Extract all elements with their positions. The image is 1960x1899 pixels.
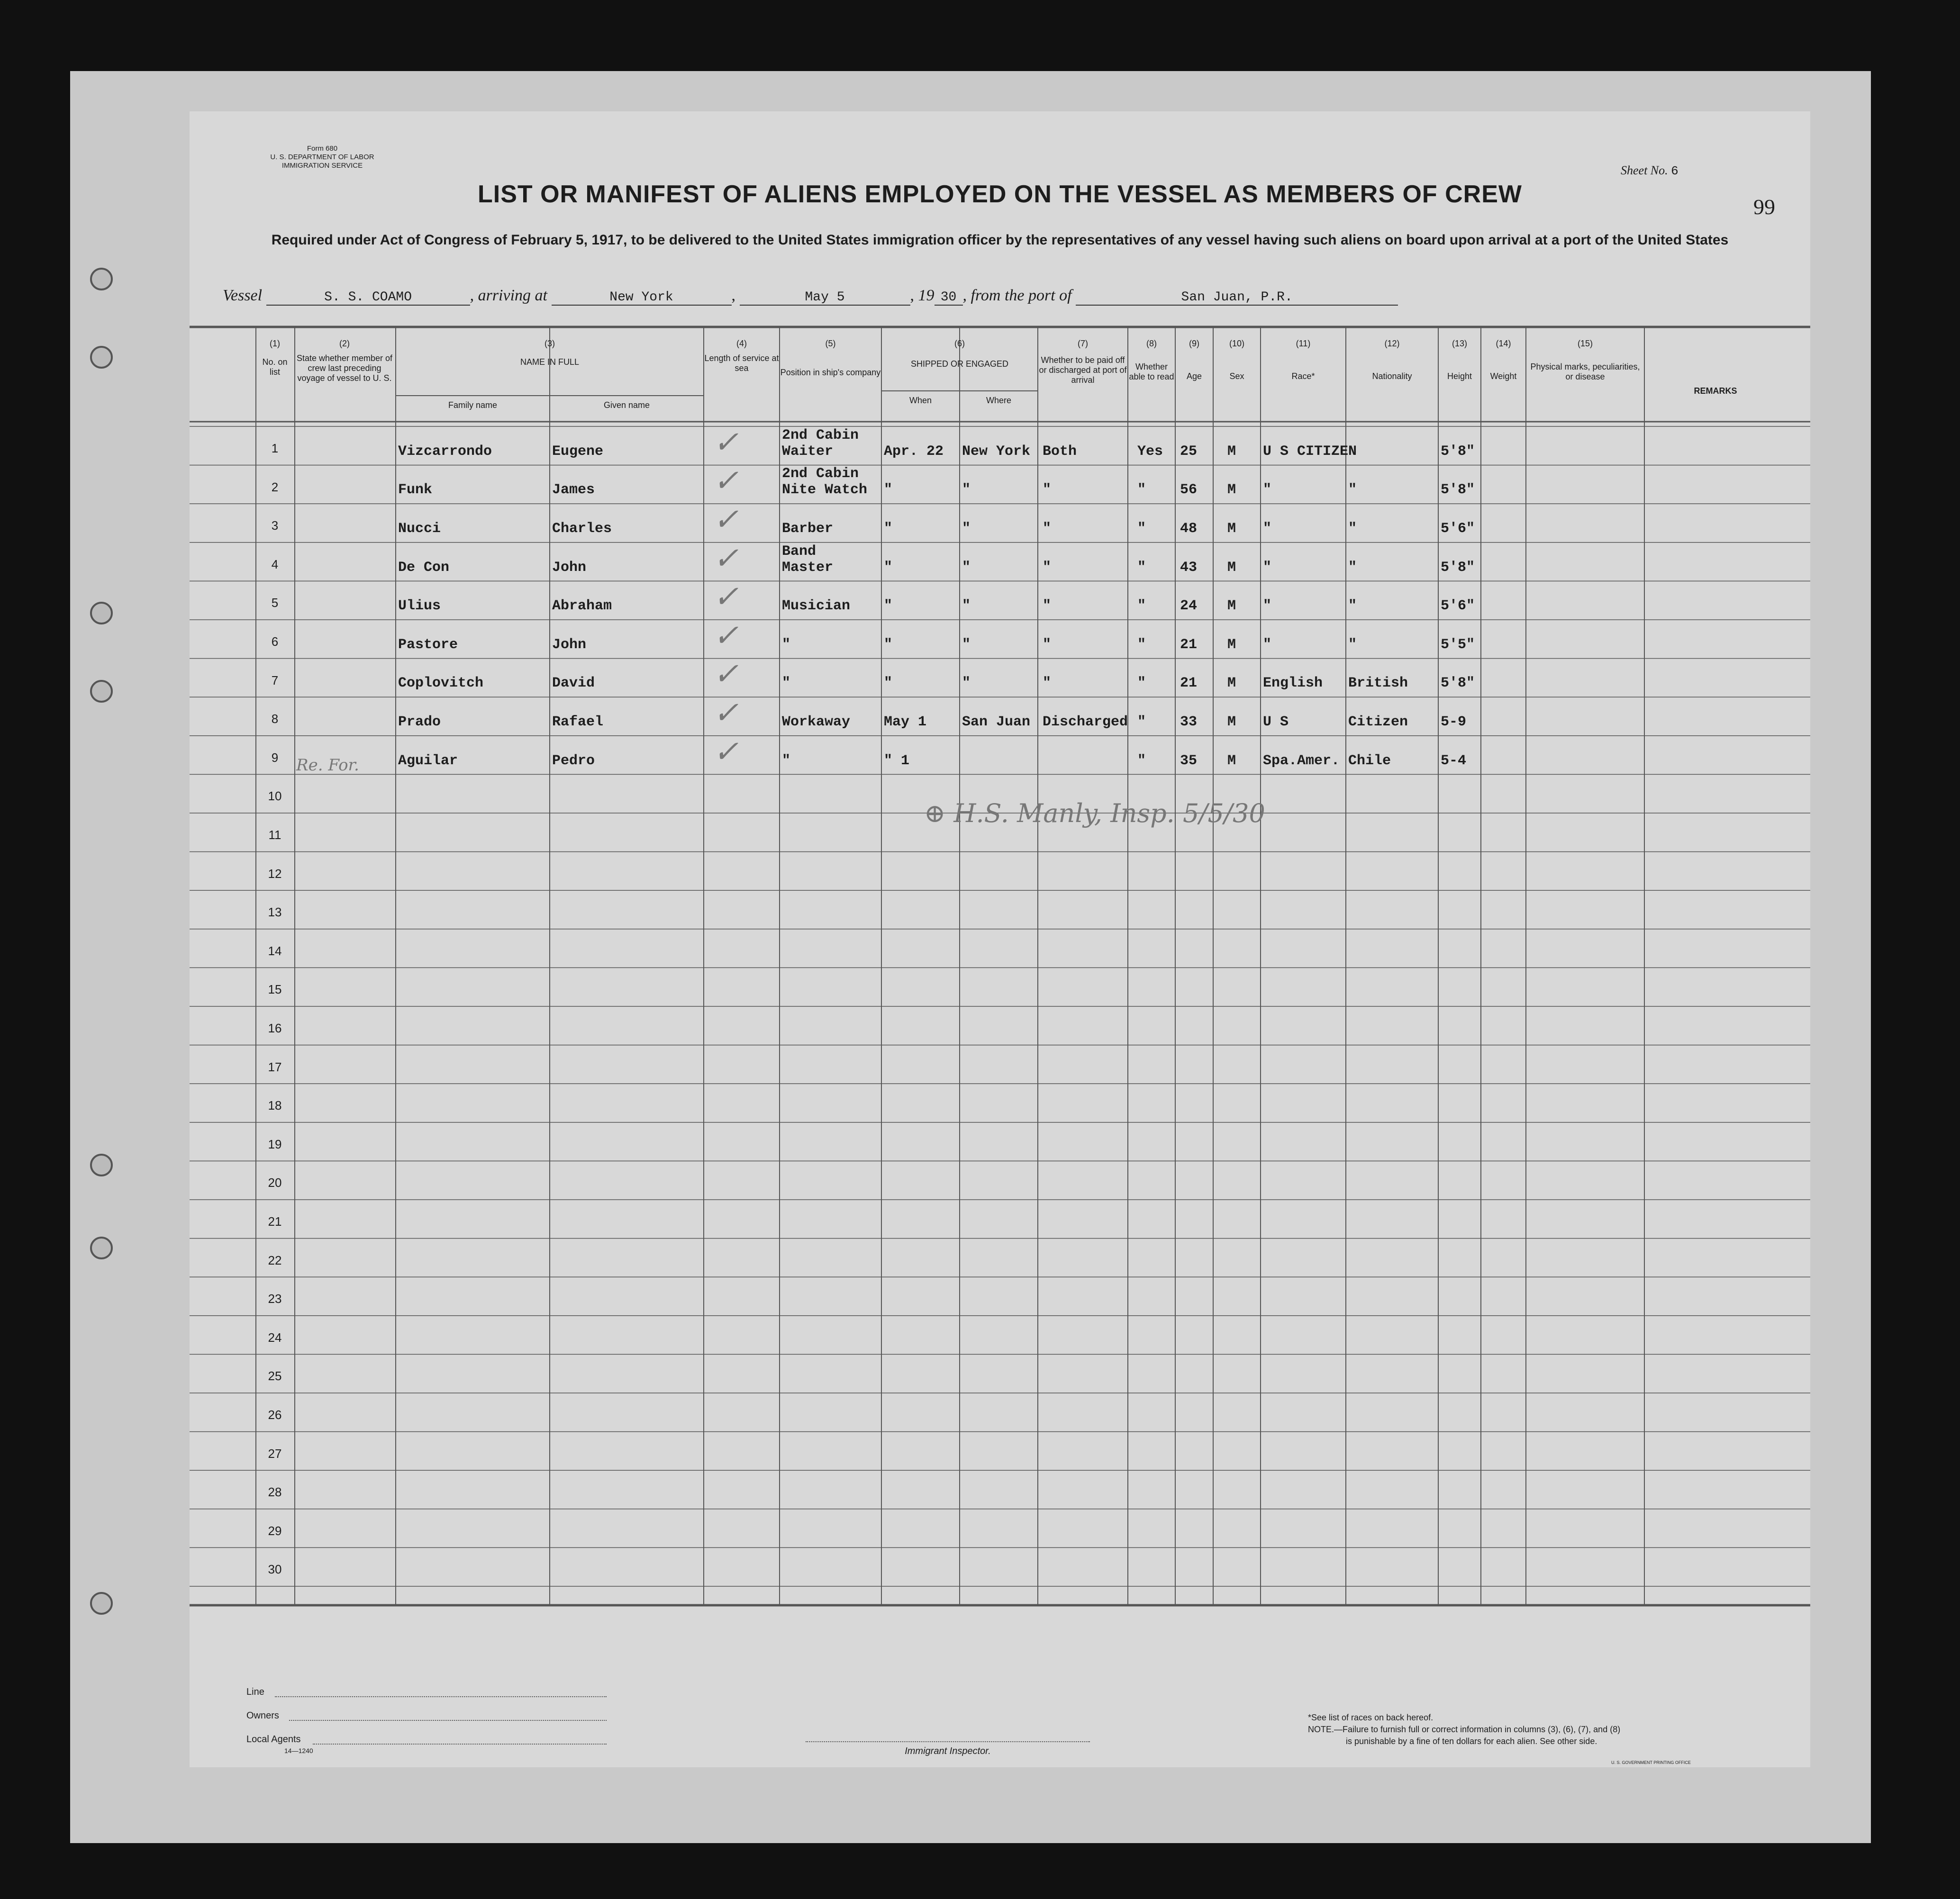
row-number: 2: [271, 479, 279, 494]
sex: M: [1227, 636, 1236, 653]
where-header: Where: [986, 396, 1011, 405]
position-line-2: ": [782, 636, 791, 653]
footer-agents-field: [313, 1744, 607, 1745]
row-number: 21: [268, 1214, 282, 1229]
height: 5'6": [1441, 598, 1475, 615]
col12-number: (12): [1384, 339, 1400, 348]
col9-label: Age: [1186, 371, 1202, 381]
nationality: Chile: [1348, 752, 1391, 769]
paid-off: ": [1043, 559, 1052, 576]
shipped-where: ": [962, 636, 971, 653]
col5-number: (5): [825, 339, 836, 348]
position-line-2: ": [782, 675, 791, 692]
given-name-header: Given name: [603, 400, 650, 410]
row-number: 9: [271, 750, 279, 765]
punch-hole: [90, 346, 113, 369]
sex: M: [1227, 752, 1236, 769]
punch-hole: [90, 602, 113, 624]
row-number: 1: [271, 441, 279, 455]
family-name: Nucci: [398, 520, 441, 537]
races-note: *See list of races on back hereof.: [1308, 1713, 1434, 1722]
col4-header: [704, 339, 780, 373]
family-name: Vizcarrondo: [398, 443, 492, 460]
col13-header: [1438, 339, 1481, 381]
position-line-1: 2nd Cabin: [782, 427, 859, 443]
manifest-sheet: [190, 111, 1810, 1767]
check-mark: ✓: [713, 541, 739, 576]
check-mark: ✓: [713, 734, 739, 769]
shipped-when: ": [884, 598, 893, 615]
nationality: ": [1348, 598, 1357, 615]
col2-number: (2): [339, 339, 350, 348]
printer-mark: U. S. GOVERNMENT PRINTING OFFICE: [1611, 1760, 1691, 1765]
col3-label: NAME IN FULL: [520, 357, 580, 367]
check-mark: ✓: [713, 502, 739, 537]
paid-off: ": [1043, 520, 1052, 537]
check-mark: ✓: [713, 463, 739, 499]
family-name: Coplovitch: [398, 675, 484, 692]
col1-number: (1): [270, 339, 280, 348]
height: 5'5": [1441, 636, 1475, 653]
footer-code: 14—1240: [284, 1747, 313, 1754]
position-line-2: Musician: [782, 598, 851, 615]
height: 5'6": [1441, 520, 1475, 537]
check-mark: ✓: [713, 425, 739, 460]
check-mark: ✓: [713, 579, 739, 615]
shipped-when: ": [884, 675, 893, 692]
col3-number: (3): [544, 339, 555, 348]
shipped-where: ": [962, 559, 971, 576]
row-number: 30: [268, 1562, 282, 1577]
shipped-when: ": [884, 520, 893, 537]
paid-off: ": [1043, 482, 1052, 498]
row-number: 15: [268, 982, 282, 997]
col7-number: (7): [1078, 339, 1088, 348]
row-number: 26: [268, 1408, 282, 1422]
given-name: Abraham: [552, 598, 612, 615]
height: 5'8": [1441, 482, 1475, 498]
check-mark: ✓: [713, 657, 739, 692]
age: 21: [1180, 636, 1198, 653]
punch-hole: [90, 1592, 113, 1615]
family-name: Aguilar: [398, 752, 458, 769]
fine-note: NOTE.—Failure to furnish full or correct information in columns (3), (6), (7), and (8): [1308, 1725, 1621, 1734]
vessel-label: Vessel: [223, 287, 263, 304]
sex: M: [1227, 559, 1236, 576]
check-mark: ✓: [713, 618, 739, 653]
vessel-name: S. S. COAMO: [266, 290, 470, 306]
col10-label: Sex: [1229, 371, 1244, 381]
col15-number: (15): [1577, 339, 1593, 348]
sex: M: [1227, 520, 1236, 537]
departure-port: San Juan, P.R.: [1076, 290, 1398, 306]
paid-off: Discharged: [1043, 714, 1128, 730]
given-name: Eugene: [552, 443, 604, 460]
nationality: ": [1348, 520, 1357, 537]
col12-label: Nationality: [1372, 371, 1412, 381]
col15-header: [1526, 339, 1644, 382]
race: ": [1263, 559, 1272, 576]
row-number: 17: [268, 1059, 282, 1074]
row-number: 22: [268, 1253, 282, 1267]
col14-label: Weight: [1490, 371, 1517, 381]
able-to-read: ": [1137, 482, 1146, 498]
able-to-read: Yes: [1137, 443, 1163, 460]
footer-agents-label: Local Agents: [246, 1734, 301, 1745]
col1-header: [256, 339, 294, 377]
col9-header: [1175, 339, 1213, 381]
sheet-number-label: Sheet No.: [1621, 163, 1668, 177]
given-name: David: [552, 675, 595, 692]
paid-off: ": [1043, 598, 1052, 615]
able-to-read: ": [1137, 520, 1146, 537]
col15-label: Physical marks, peculiarities, or disease: [1530, 362, 1640, 381]
row-number: 28: [268, 1485, 282, 1500]
age: 33: [1180, 714, 1198, 730]
family-name: Pastore: [398, 636, 458, 653]
family-name: Funk: [398, 482, 433, 498]
position-line-2: Waiter: [782, 443, 834, 460]
nationality: ": [1348, 559, 1357, 576]
col14-number: (14): [1496, 339, 1511, 348]
race: U S: [1263, 714, 1289, 730]
race: ": [1263, 520, 1272, 537]
given-name: Pedro: [552, 752, 595, 769]
sex: M: [1227, 598, 1236, 615]
arrival-date: May 5: [740, 290, 910, 306]
nationality: ": [1348, 636, 1357, 653]
race: ": [1263, 598, 1272, 615]
row-number: 18: [268, 1098, 282, 1113]
col4-number: (4): [736, 339, 747, 348]
able-to-read: ": [1137, 675, 1146, 692]
footer-line-label: Line: [246, 1687, 264, 1697]
race: ": [1263, 636, 1272, 653]
from-label: , from the port of: [962, 287, 1072, 304]
shipped-where: ": [962, 598, 971, 615]
inspector-label: Immigrant Inspector.: [905, 1746, 991, 1756]
nationality: ": [1348, 482, 1357, 498]
sex: M: [1227, 675, 1236, 692]
height: 5'8": [1441, 559, 1475, 576]
year-prefix: 19: [918, 287, 935, 304]
col14-header: [1481, 339, 1526, 381]
col13-label: Height: [1447, 371, 1472, 381]
shipped-when: May 1: [884, 714, 927, 730]
row-number: 24: [268, 1330, 282, 1345]
col10-header: [1213, 339, 1261, 381]
able-to-read: ": [1137, 752, 1146, 769]
race: ": [1263, 482, 1272, 498]
age: 35: [1180, 752, 1198, 769]
row-number: 13: [268, 905, 282, 920]
col11-label: Race*: [1291, 371, 1315, 381]
position-line-2: Workaway: [782, 714, 851, 730]
row-number: 29: [268, 1523, 282, 1538]
page-number: 99: [1753, 195, 1775, 219]
punch-hole: [90, 1154, 113, 1176]
family-name-header: Family name: [448, 400, 498, 410]
col13-number: (13): [1452, 339, 1467, 348]
col3-header: [396, 339, 704, 367]
col11-number: (11): [1296, 339, 1311, 348]
able-to-read: ": [1137, 636, 1146, 653]
col5-label: Position in ship's company: [780, 368, 881, 377]
race: U S CITIZEN: [1263, 443, 1357, 460]
row-number: 20: [268, 1176, 282, 1190]
height: 5-4: [1441, 752, 1467, 769]
when-header: When: [909, 396, 932, 405]
race: Spa.Amer.: [1263, 752, 1340, 769]
col2-header: [295, 339, 394, 383]
sex: M: [1227, 714, 1236, 730]
age: 56: [1180, 482, 1198, 498]
height: 5-9: [1441, 714, 1467, 730]
paid-off: Both: [1043, 443, 1077, 460]
paid-off: ": [1043, 636, 1052, 653]
row-number: 23: [268, 1292, 282, 1306]
position-line-2: Nite Watch: [782, 482, 868, 498]
footer-owners-label: Owners: [246, 1710, 279, 1721]
row-number: 8: [271, 712, 279, 726]
punch-hole: [90, 1237, 113, 1259]
row-number: 3: [271, 518, 279, 533]
age: 48: [1180, 520, 1198, 537]
punch-hole: [90, 680, 113, 703]
vessel-line: Vessel S. S. COAMO , arriving at New York , May 5 , 19 30 , from the port of San Juan, P.R.: [223, 287, 1398, 306]
footer-line-field: [275, 1696, 607, 1697]
col11-header: [1261, 339, 1346, 381]
row-number: 27: [268, 1446, 282, 1461]
sex: M: [1227, 482, 1236, 498]
service: IMMIGRATION SERVICE: [281, 162, 363, 170]
year-suffix: 30: [935, 290, 963, 306]
row-number: 19: [268, 1137, 282, 1151]
row-number: 16: [268, 1021, 282, 1035]
arriving-port: New York: [552, 290, 732, 306]
height: 5'8": [1441, 675, 1475, 692]
page-title: LIST OR MANIFEST OF ALIENS EMPLOYED ON THE VESSEL AS MEMBERS OF CREW: [478, 181, 1522, 208]
col6-header: [881, 339, 1038, 369]
family-name: Prado: [398, 714, 441, 730]
given-name: Charles: [552, 520, 612, 537]
position-line-2: ": [782, 752, 791, 769]
col8-number: (8): [1146, 339, 1157, 348]
col2-label: State whether member of crew last preceding voyage of vessel to U. S.: [296, 353, 393, 383]
col12-header: [1346, 339, 1438, 381]
handwritten-margin-note: Re. For.: [296, 756, 359, 775]
family-name: Ulius: [398, 598, 441, 615]
shipped-when: Apr. 22: [884, 443, 944, 460]
col6-label: SHIPPED OR ENGAGED: [910, 359, 1009, 369]
fine-note-continued: is punishable by a fine of ten dollars for each alien. See other side.: [1346, 1736, 1597, 1746]
race: English: [1263, 675, 1323, 692]
position-line-2: Barber: [782, 520, 834, 537]
row-number: 10: [268, 789, 282, 804]
shipped-where: New York: [962, 443, 1031, 460]
nationality: British: [1348, 675, 1408, 692]
able-to-read: ": [1137, 598, 1146, 615]
given-name: John: [552, 636, 587, 653]
check-mark: ✓: [713, 695, 739, 731]
row-number: 6: [271, 634, 279, 649]
age: 24: [1180, 598, 1198, 615]
family-name: De Con: [398, 559, 450, 576]
position-line-1: Band: [782, 543, 817, 560]
sex: M: [1227, 443, 1236, 460]
punch-hole: [90, 268, 113, 290]
row-number: 4: [271, 557, 279, 571]
paid-off: ": [1043, 675, 1052, 692]
footer-owners-field: [289, 1720, 607, 1721]
shipped-when: ": [884, 636, 893, 653]
position-line-2: Master: [782, 559, 834, 576]
able-to-read: ": [1137, 714, 1146, 730]
form-number: Form 680: [307, 145, 338, 153]
arriving-label: , arriving at: [470, 287, 547, 304]
shipped-where: ": [962, 520, 971, 537]
age: 21: [1180, 675, 1198, 692]
col10-number: (10): [1229, 339, 1244, 348]
shipped-when: ": [884, 482, 893, 498]
row-number: 12: [268, 866, 282, 881]
shipped-where: ": [962, 482, 971, 498]
remarks-header: REMARKS: [1694, 386, 1737, 396]
shipped-where: ": [962, 675, 971, 692]
row-number: 25: [268, 1369, 282, 1384]
col8-header: [1128, 339, 1175, 382]
col8-label: Whether able to read: [1129, 362, 1174, 381]
given-name: Rafael: [552, 714, 604, 730]
shipped-when: " 1: [884, 752, 910, 769]
col1-label: No. on list: [262, 357, 288, 377]
handwritten-inspector-note: ⊕ H.S. Manly, Insp. 5/5/30: [924, 798, 1265, 828]
able-to-read: ": [1137, 559, 1146, 576]
col9-number: (9): [1189, 339, 1199, 348]
row-number: 5: [271, 596, 279, 610]
position-line-1: 2nd Cabin: [782, 466, 859, 482]
row-number: 11: [268, 828, 281, 842]
sheet-number-value: 6: [1671, 164, 1679, 178]
page-subtitle: Required under Act of Congress of February 5, 1917, to be delivered to the United States immigration officer by the representatives of any vessel having such aliens on board upon arrival at a port of the United States: [271, 232, 1729, 248]
col4-label: Length of service at sea: [704, 353, 779, 373]
row-number: 14: [268, 943, 282, 958]
shipped-where: San Juan: [962, 714, 1031, 730]
col6-number: (6): [954, 339, 965, 348]
given-name: John: [552, 559, 587, 576]
age: 43: [1180, 559, 1198, 576]
shipped-when: ": [884, 559, 893, 576]
given-name: James: [552, 482, 595, 498]
age: 25: [1180, 443, 1198, 460]
col7-label: Whether to be paid off or discharged at port of arrival: [1039, 355, 1127, 385]
inspector-signature-field: [806, 1741, 1090, 1742]
height: 5'8": [1441, 443, 1475, 460]
department: U. S. DEPARTMENT OF LABOR: [270, 153, 374, 161]
row-number: 7: [271, 673, 279, 687]
col5-header: [780, 339, 881, 378]
nationality: Citizen: [1348, 714, 1408, 730]
col7-header: [1038, 339, 1128, 385]
